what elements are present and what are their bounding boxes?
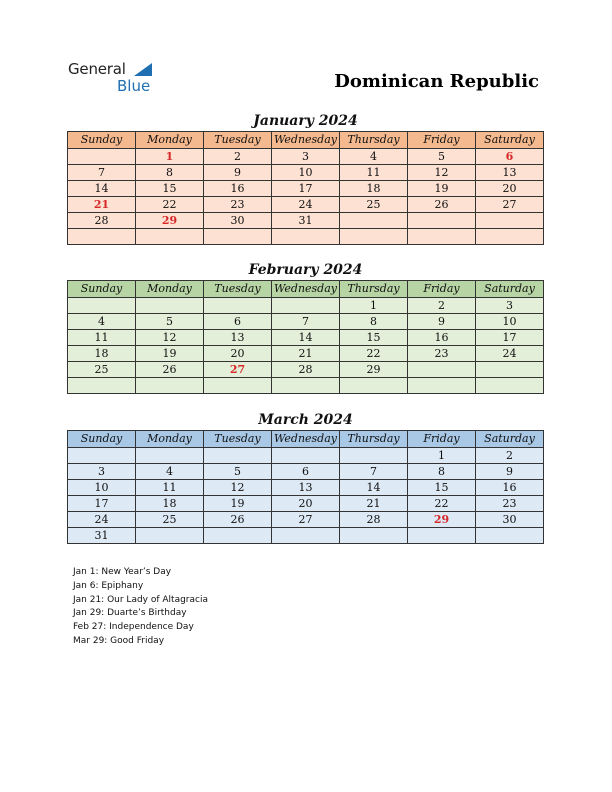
day-cell: 31 <box>272 213 340 229</box>
weekday-header: Sunday <box>68 431 136 448</box>
day-cell: 9 <box>204 165 272 181</box>
day-cell: 27 <box>272 512 340 528</box>
day-cell: 11 <box>340 165 408 181</box>
day-cell: 21 <box>340 496 408 512</box>
day-cell: 4 <box>340 149 408 165</box>
weekday-header: Friday <box>408 431 476 448</box>
day-cell: 19 <box>136 346 204 362</box>
day-cell: 9 <box>476 464 544 480</box>
week-row <box>68 330 544 346</box>
day-cell: 20 <box>272 496 340 512</box>
week-row <box>68 213 544 229</box>
week-row <box>68 496 544 512</box>
day-cell: 5 <box>408 149 476 165</box>
day-cell: 22 <box>408 496 476 512</box>
weekday-header: Sunday <box>68 132 136 149</box>
day-cell <box>272 528 340 544</box>
week-row <box>68 197 544 213</box>
weekday-header-row <box>68 431 544 448</box>
day-cell: 31 <box>68 528 136 544</box>
day-cell: 13 <box>204 330 272 346</box>
day-cell: 6 <box>476 149 544 165</box>
day-cell: 21 <box>272 346 340 362</box>
day-cell: 29 <box>408 512 476 528</box>
day-cell: 22 <box>340 346 408 362</box>
day-cell: 30 <box>476 512 544 528</box>
holiday-list <box>73 566 208 649</box>
weekday-header: Monday <box>136 431 204 448</box>
day-cell <box>408 213 476 229</box>
day-cell <box>136 229 204 245</box>
holiday-item: Jan 1: New Year’s Day <box>73 567 172 577</box>
weekday-header: Thursday <box>340 281 408 298</box>
day-cell: 7 <box>340 464 408 480</box>
day-cell <box>68 298 136 314</box>
day-cell: 20 <box>476 181 544 197</box>
week-row <box>68 314 544 330</box>
day-cell: 2 <box>204 149 272 165</box>
weekday-header: Friday <box>408 132 476 149</box>
month-january <box>67 111 544 245</box>
weekday-header: Thursday <box>340 132 408 149</box>
holiday-item: Feb 27: Independence Day <box>73 622 194 633</box>
week-row <box>68 362 544 378</box>
day-cell: 28 <box>340 512 408 528</box>
day-cell: 1 <box>408 448 476 464</box>
week-row <box>68 448 544 464</box>
day-cell <box>272 229 340 245</box>
day-cell: 2 <box>476 448 544 464</box>
day-cell: 25 <box>136 512 204 528</box>
day-cell: 6 <box>272 464 340 480</box>
day-cell: 4 <box>136 464 204 480</box>
day-cell <box>272 448 340 464</box>
day-cell <box>136 528 204 544</box>
holiday-item: Jan 29: Duarte’s Birthday <box>73 608 187 619</box>
holiday-item: Jan 6: Epiphany <box>73 580 144 591</box>
logo-text-blue: Blue <box>117 77 151 95</box>
month-title: March 2024 <box>258 412 353 428</box>
day-cell: 16 <box>204 181 272 197</box>
day-cell: 5 <box>204 464 272 480</box>
day-cell: 28 <box>68 213 136 229</box>
day-cell: 11 <box>136 480 204 496</box>
day-cell: 8 <box>408 464 476 480</box>
week-row <box>68 378 544 394</box>
day-cell: 10 <box>272 165 340 181</box>
logo-triangle-icon <box>134 63 152 76</box>
day-cell: 18 <box>68 346 136 362</box>
day-cell: 29 <box>340 362 408 378</box>
day-cell <box>204 378 272 394</box>
day-cell <box>476 528 544 544</box>
day-cell <box>340 528 408 544</box>
day-cell: 8 <box>340 314 408 330</box>
day-cell: 30 <box>204 213 272 229</box>
day-cell <box>340 229 408 245</box>
month-march <box>67 410 544 544</box>
day-cell: 10 <box>68 480 136 496</box>
weekday-header: Tuesday <box>204 431 272 448</box>
week-row <box>68 229 544 245</box>
day-cell: 2 <box>408 298 476 314</box>
day-cell <box>204 448 272 464</box>
day-cell: 22 <box>136 197 204 213</box>
day-cell: 16 <box>408 330 476 346</box>
weekday-header: Saturday <box>476 431 544 448</box>
month-title: February 2024 <box>248 262 363 278</box>
day-cell: 19 <box>204 496 272 512</box>
day-cell: 14 <box>68 181 136 197</box>
day-cell: 14 <box>272 330 340 346</box>
day-cell: 8 <box>136 165 204 181</box>
logo-text-general: General <box>68 60 126 78</box>
day-cell: 28 <box>272 362 340 378</box>
weekday-header-row <box>68 132 544 149</box>
month-title: January 2024 <box>253 113 358 129</box>
day-cell: 1 <box>136 149 204 165</box>
day-cell <box>136 448 204 464</box>
weekday-header: Monday <box>136 281 204 298</box>
holiday-item: Jan 21: Our Lady of Altagracia <box>73 594 208 605</box>
day-cell: 9 <box>408 314 476 330</box>
day-cell: 17 <box>68 496 136 512</box>
day-cell: 11 <box>68 330 136 346</box>
day-cell <box>272 378 340 394</box>
day-cell: 10 <box>476 314 544 330</box>
day-cell: 23 <box>408 346 476 362</box>
day-cell: 13 <box>272 480 340 496</box>
day-cell <box>408 528 476 544</box>
day-cell <box>204 298 272 314</box>
day-cell: 3 <box>68 464 136 480</box>
day-cell: 14 <box>340 480 408 496</box>
day-cell <box>272 298 340 314</box>
day-cell <box>408 229 476 245</box>
day-cell <box>476 362 544 378</box>
day-cell <box>204 528 272 544</box>
weekday-header: Tuesday <box>204 132 272 149</box>
day-cell: 20 <box>204 346 272 362</box>
day-cell <box>476 229 544 245</box>
day-cell <box>136 378 204 394</box>
day-cell: 16 <box>476 480 544 496</box>
month-february <box>67 260 544 394</box>
day-cell: 5 <box>136 314 204 330</box>
weekday-header: Thursday <box>340 431 408 448</box>
weekday-header: Monday <box>136 132 204 149</box>
weekday-header: Wednesday <box>272 431 340 448</box>
week-row <box>68 346 544 362</box>
calendar-grid <box>67 131 544 245</box>
day-cell <box>136 298 204 314</box>
weekday-header: Tuesday <box>204 281 272 298</box>
day-cell: 24 <box>476 346 544 362</box>
day-cell <box>408 378 476 394</box>
day-cell: 3 <box>476 298 544 314</box>
day-cell: 13 <box>476 165 544 181</box>
weekday-header: Saturday <box>476 132 544 149</box>
weekday-header: Friday <box>408 281 476 298</box>
day-cell <box>340 448 408 464</box>
day-cell: 18 <box>340 181 408 197</box>
day-cell: 6 <box>204 314 272 330</box>
weekday-header: Wednesday <box>272 132 340 149</box>
week-row <box>68 149 544 165</box>
day-cell: 15 <box>340 330 408 346</box>
weekday-header: Sunday <box>68 281 136 298</box>
week-row <box>68 528 544 544</box>
day-cell <box>408 362 476 378</box>
day-cell: 18 <box>136 496 204 512</box>
day-cell: 26 <box>204 512 272 528</box>
day-cell <box>476 378 544 394</box>
week-row <box>68 298 544 314</box>
day-cell: 21 <box>68 197 136 213</box>
weekday-header: Wednesday <box>272 281 340 298</box>
day-cell: 7 <box>68 165 136 181</box>
brand-logo <box>68 60 168 100</box>
day-cell: 23 <box>476 496 544 512</box>
day-cell <box>68 378 136 394</box>
day-cell: 27 <box>476 197 544 213</box>
day-cell: 29 <box>136 213 204 229</box>
day-cell: 27 <box>204 362 272 378</box>
day-cell <box>68 229 136 245</box>
day-cell: 3 <box>272 149 340 165</box>
day-cell <box>340 378 408 394</box>
week-row <box>68 165 544 181</box>
day-cell: 24 <box>68 512 136 528</box>
week-row <box>68 464 544 480</box>
day-cell: 15 <box>408 480 476 496</box>
day-cell <box>68 448 136 464</box>
week-row <box>68 512 544 528</box>
day-cell: 1 <box>340 298 408 314</box>
day-cell: 26 <box>136 362 204 378</box>
day-cell: 12 <box>204 480 272 496</box>
day-cell: 12 <box>408 165 476 181</box>
day-cell: 17 <box>476 330 544 346</box>
week-row <box>68 181 544 197</box>
day-cell: 26 <box>408 197 476 213</box>
week-row <box>68 480 544 496</box>
day-cell <box>340 213 408 229</box>
day-cell: 24 <box>272 197 340 213</box>
calendar-grid <box>67 280 544 394</box>
day-cell: 15 <box>136 181 204 197</box>
day-cell <box>204 229 272 245</box>
weekday-header-row <box>68 281 544 298</box>
day-cell: 12 <box>136 330 204 346</box>
day-cell: 4 <box>68 314 136 330</box>
day-cell <box>476 213 544 229</box>
country-title: Dominican Republic <box>334 71 539 92</box>
day-cell: 17 <box>272 181 340 197</box>
calendar-grid <box>67 430 544 544</box>
day-cell: 25 <box>68 362 136 378</box>
holiday-item: Mar 29: Good Friday <box>73 635 165 646</box>
day-cell: 7 <box>272 314 340 330</box>
day-cell: 19 <box>408 181 476 197</box>
day-cell <box>68 149 136 165</box>
day-cell: 25 <box>340 197 408 213</box>
day-cell: 23 <box>204 197 272 213</box>
weekday-header: Saturday <box>476 281 544 298</box>
